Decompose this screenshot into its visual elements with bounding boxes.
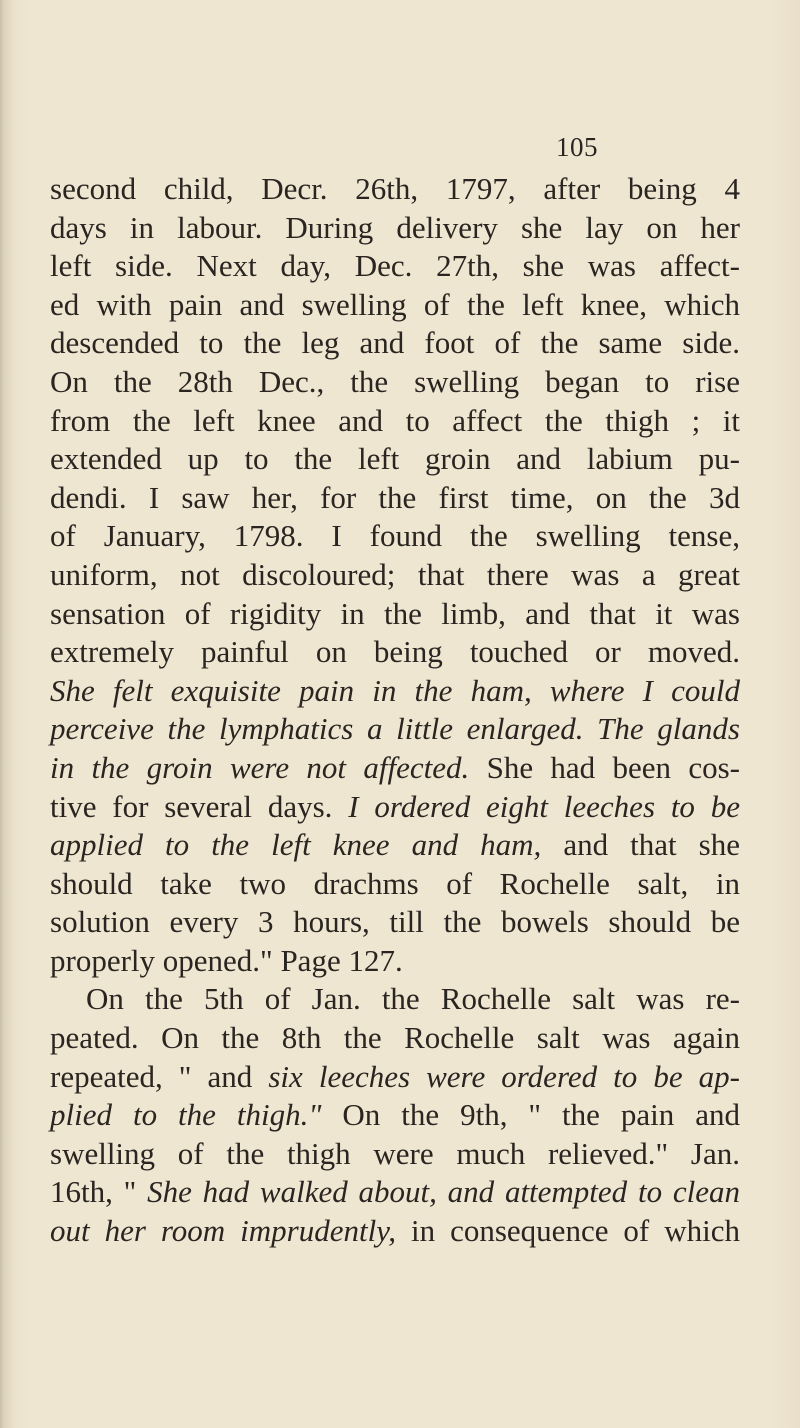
text-line [50,363,740,402]
text-line [50,324,740,363]
text-segment: and that she [541,827,740,863]
text-line [50,903,740,942]
text-segment: She had been cos- [469,749,740,785]
text-segment: On the 9th, " the pain and [321,1097,740,1133]
text-line [50,1212,740,1251]
text-line [50,710,740,749]
text-segment: should take two drachms of Rochelle salt, in [50,865,740,901]
italic-text-segment: plied to the thigh." [50,1097,322,1133]
text-segment: properly opened." Page 127. [50,942,403,978]
text-line [50,826,740,865]
text-segment: left side. Next day, Dec. 27th, she was affect- [50,248,740,284]
text-line [50,672,740,711]
text-segment: solution every 3 hours, till the bowels should be [50,904,740,940]
italic-text-segment: She felt exquisite pain in the ham, where I could [50,672,740,708]
italic-text-segment: She had walked about, and attempted to clean [147,1174,740,1210]
italic-text-segment: six leeches were ordered to be ap- [268,1058,740,1094]
text-segment: swelling of the thigh were much relieved." Jan. [50,1135,740,1171]
text-segment: descended to the leg and foot of the same side. [50,325,740,361]
text-segment: days in labour. During delivery she lay on her [50,209,740,245]
text-line [50,749,740,788]
italic-text-segment: out her room imprudently, [50,1213,397,1249]
text-line [50,479,740,518]
text-line [50,517,740,556]
text-line [50,942,740,981]
text-line [50,788,740,827]
page-number: 105 [556,132,598,162]
text-line [50,170,740,209]
italic-text-segment: applied to the left knee and ham, [50,827,542,863]
text-line [50,1058,740,1097]
text-line [50,1096,740,1135]
text-segment: from the left knee and to affect the thigh ; it [50,402,740,438]
text-line [50,440,740,479]
text-segment: of January, 1798. I found the swelling tense, [50,518,740,554]
text-segment: uniform, not discoloured; that there was a great [50,556,740,592]
text-segment: in consequence of which [396,1213,740,1249]
text-line [50,247,740,286]
text-line [50,1135,740,1174]
text-line [50,595,740,634]
text-segment: 16th, " [50,1174,148,1210]
text-line [50,865,740,904]
text-segment: ed with pain and swelling of the left knee, which [50,286,740,322]
italic-text-segment: in the groin were not affected. [50,749,470,785]
text-segment: dendi. I saw her, for the first time, on the 3d [50,479,740,515]
text-line [50,980,740,1019]
italic-text-segment: I ordered eight leeches to be [348,788,740,824]
text-segment: extended up to the left groin and labium pu- [50,441,740,477]
italic-text-segment: perceive the lymphatics a little enlarged. The glands [50,711,740,747]
text-line [50,1173,740,1212]
text-line [50,209,740,248]
text-line [50,1019,740,1058]
body-text [50,170,740,1251]
text-line [50,556,740,595]
text-line [50,402,740,441]
text-line [50,286,740,325]
text-segment: repeated, " and [50,1058,269,1094]
text-segment: On the 5th of Jan. the Rochelle salt was re- [86,981,740,1017]
text-segment: peated. On the 8th the Rochelle salt was again [50,1020,740,1056]
text-segment: On the 28th Dec., the swelling began to rise [50,363,740,399]
text-segment: extremely painful on being touched or moved. [50,634,740,670]
text-line [50,633,740,672]
text-segment: sensation of rigidity in the limb, and that it was [50,595,740,631]
text-segment: tive for several days. [50,788,349,824]
text-segment: second child, Decr. 26th, 1797, after being 4 [50,171,740,206]
